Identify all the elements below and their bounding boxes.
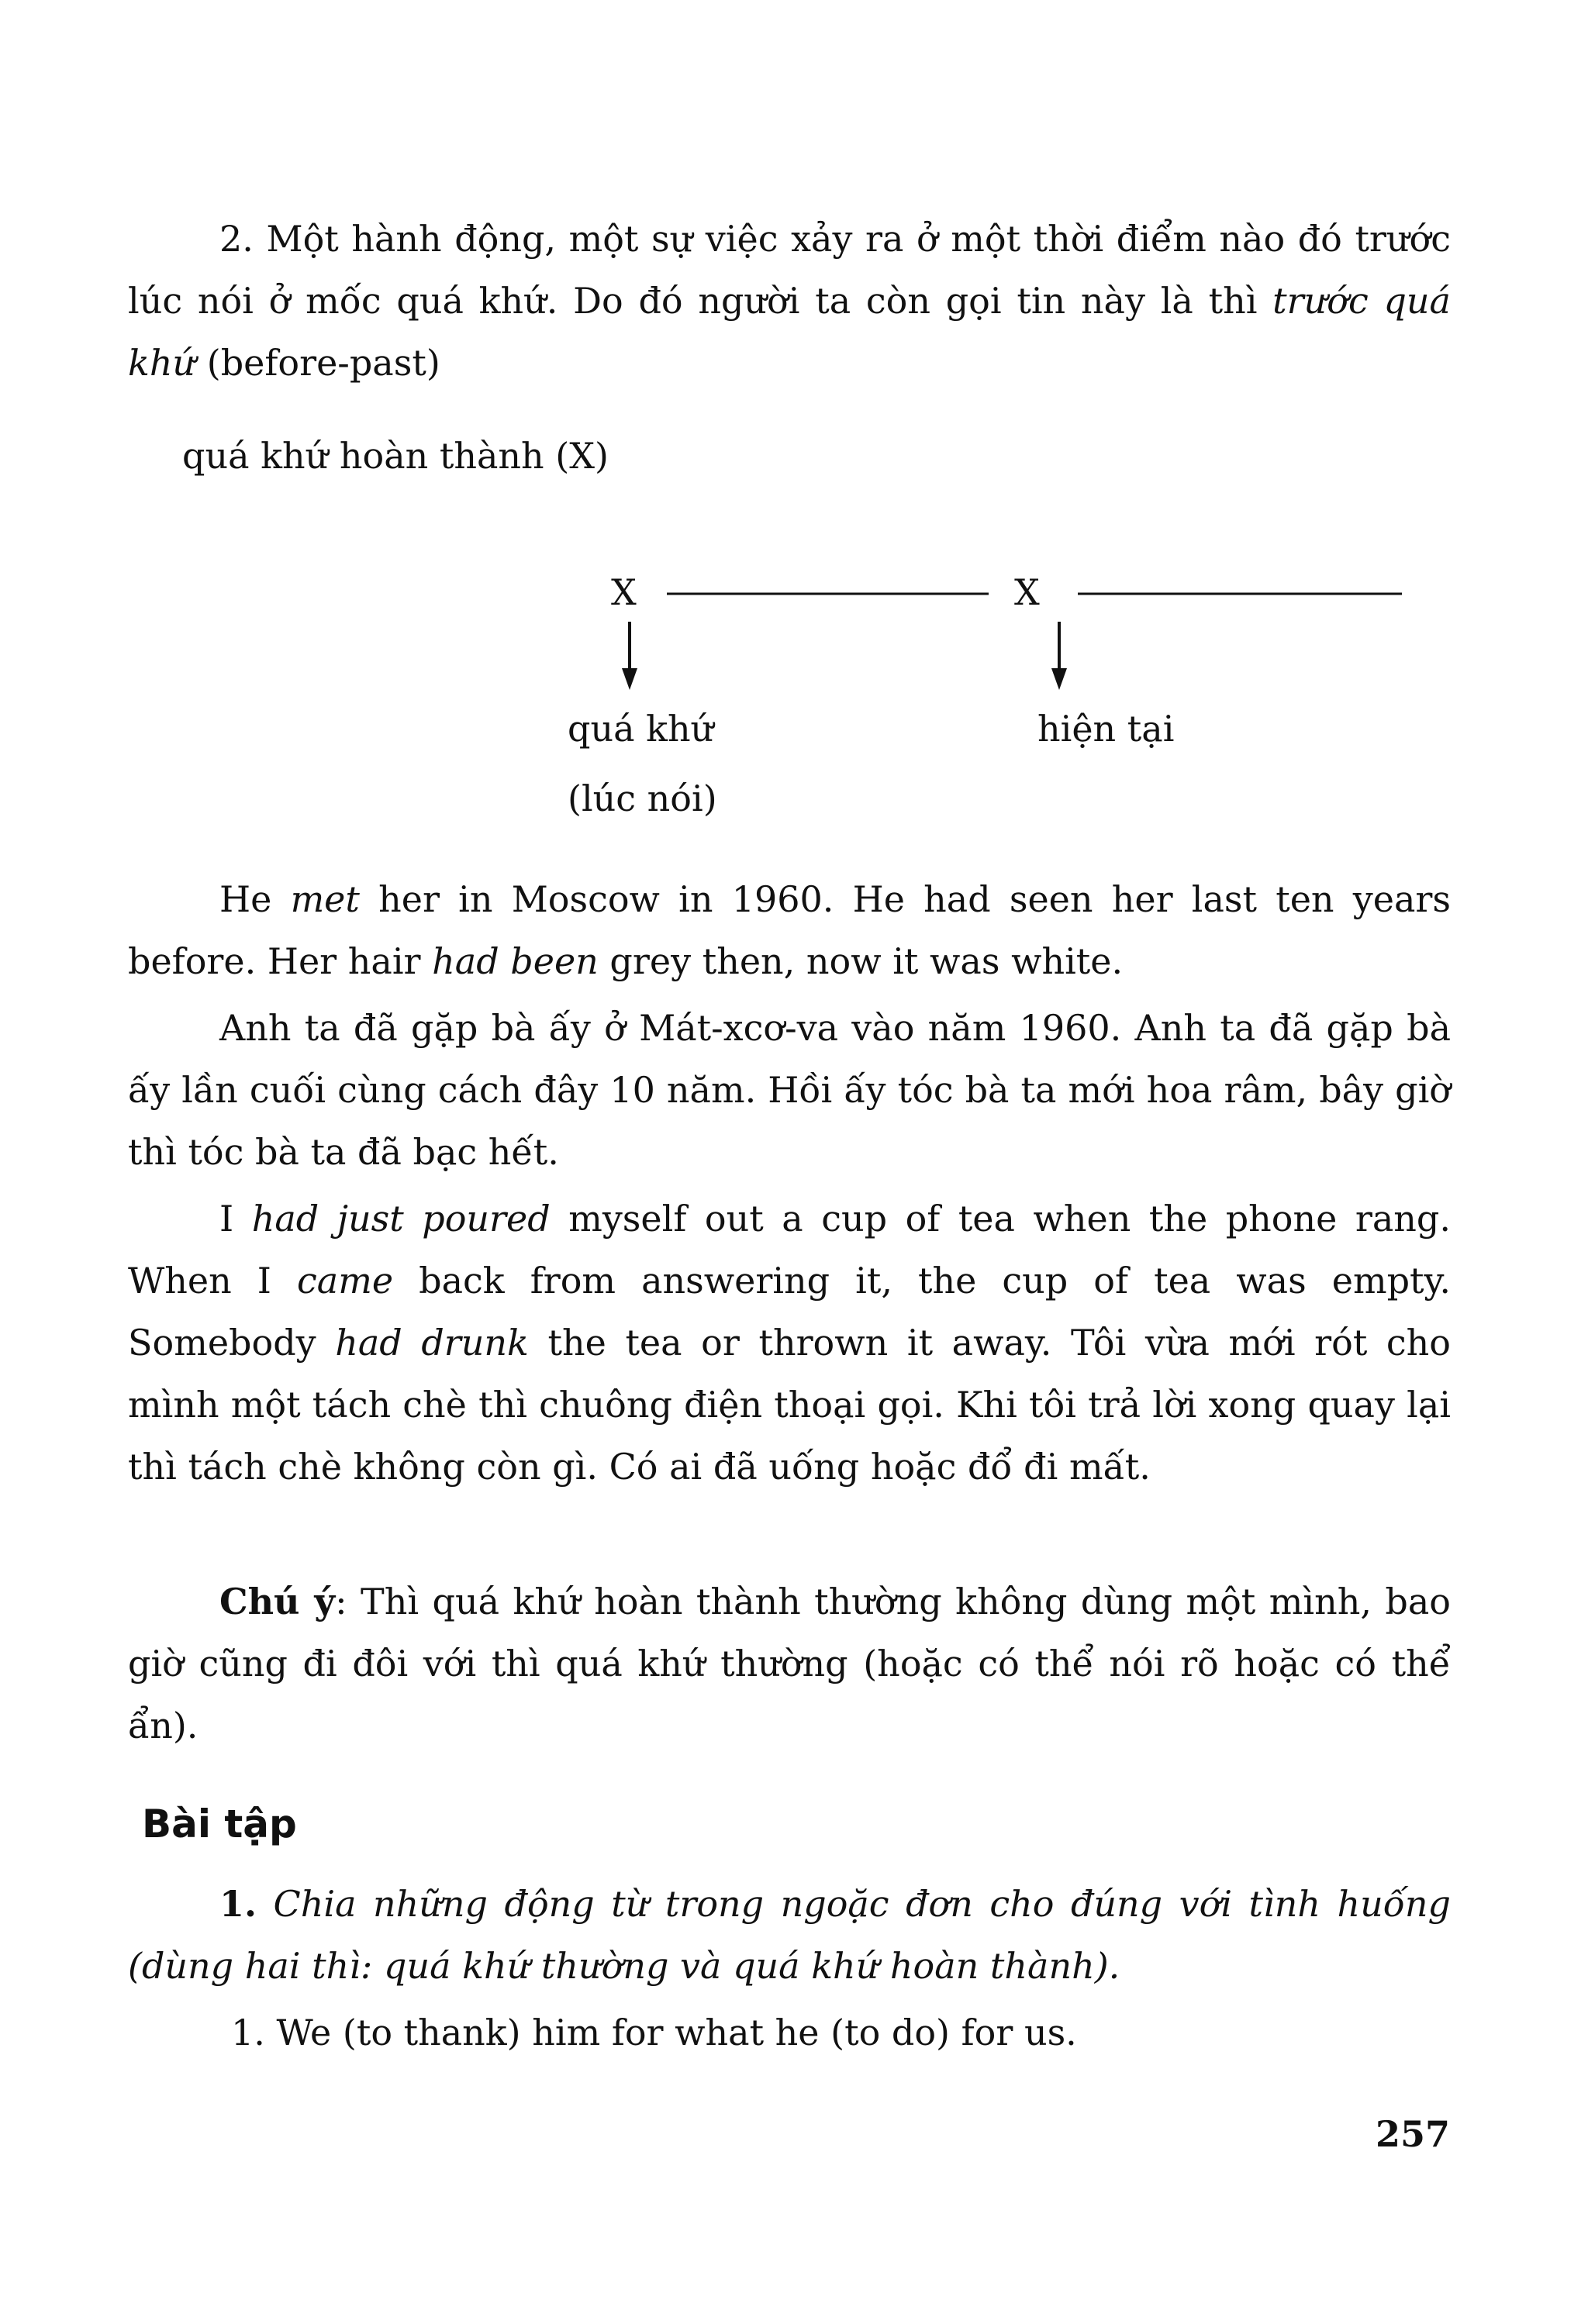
label-past-sub: (lúc nói) (568, 778, 717, 819)
label-past: quá khứ (568, 708, 714, 750)
translation-1-paragraph: Anh ta đã gặp bà ấy ở Mát-xcơ-va vào năm 1960. Anh ta đã gặp bà ấy lần cuối cùng cách đây 10 năm. Hồi ấy tóc bà ta mới hoa râm, bây giờ thì tóc bà ta đã bạc hết. (128, 1007, 1451, 1173)
note-label: Chú ý (219, 1581, 336, 1622)
marker-past: X (611, 571, 637, 613)
exercise-instruction-text: Chia những động từ trong ngoặc đơn cho đúng với tình huống (dùng hai thì: quá khứ thường và quá khứ hoàn thành). (128, 1883, 1451, 1987)
example-2-verb-had-just-poured: had just poured (251, 1198, 551, 1240)
example-2-text-a: I (219, 1198, 252, 1240)
example-1-text-c: grey then, now it was white. (598, 940, 1124, 982)
example-2-verb-came: came (297, 1260, 394, 1302)
section-2-paragraph (128, 208, 1451, 394)
exercise-heading: Bài tập (142, 1802, 297, 1846)
page-number: 257 (1375, 2113, 1450, 2155)
note-text: : Thì quá khứ hoàn thành thường không dùng một mình, bao giờ cũng đi đôi với thì quá khứ thường (hoặc có thể nói rõ hoặc có thể ẩn). (128, 1581, 1451, 1746)
exercise-instruction (128, 1873, 1451, 1997)
marker-present: X (1014, 571, 1040, 613)
arrow-past-head (622, 668, 637, 690)
example-2-paragraph (128, 1188, 1451, 1498)
example-1-verb-had-been: had been (432, 940, 599, 982)
arrow-present-head (1051, 668, 1067, 690)
example-1-verb-met: met (290, 878, 360, 920)
example-2-text-d: the tea or thrown it away. Tôi vừa mới rót cho mình một tách chè thì chuông điện thoại gọi. Khi tôi trả lời xong quay lại thì tách chè không còn gì. Có ai đã uống hoặc đổ đi mất. (128, 1322, 1452, 1488)
exercise-instruction-number: 1. (219, 1883, 257, 1925)
label-present: hiện tại (1037, 708, 1175, 750)
exercise-item-1: 1. We (to thank) him for what he (to do) for us. (231, 2012, 1077, 2053)
example-2-verb-had-drunk: had drunk (335, 1322, 529, 1364)
section-2-text: Một hành động, một sự việc xảy ra ở một thời điểm nào đó trước lúc nói ở mốc quá khứ. Do đó người ta còn gọi tin này là thì (128, 218, 1451, 322)
example-2-text-b: myself out a cup of tea when the phone rang. When I (128, 1198, 1451, 1302)
example-1-paragraph (128, 868, 1451, 992)
example-1-text-b: her in Moscow in 1960. He had seen her last ten years before. Her hair (128, 878, 1452, 982)
example-1-text-a: He (219, 878, 291, 920)
section-2-term: trước quá khứ (128, 280, 1451, 384)
note-paragraph (128, 1571, 1451, 1757)
section-2-term-tail: (before-past) (195, 342, 440, 384)
example-2-text-c: back from answering it, the cup of tea was empty. Somebody (128, 1260, 1452, 1364)
diagram-title: quá khứ hoàn thành (X) (182, 435, 609, 477)
section-2-number: 2. (219, 218, 254, 260)
